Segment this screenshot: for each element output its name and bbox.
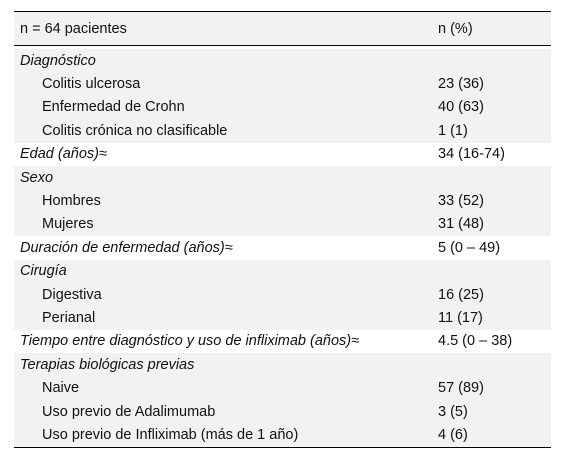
row-value: 33 (52): [438, 193, 484, 210]
row-value: 4 (6): [438, 426, 468, 443]
row-label: Enfermedad de Crohn: [42, 99, 185, 116]
row-label: Mujeres: [42, 216, 94, 233]
row-value: 16 (25): [438, 286, 484, 303]
table-row: [14, 143, 551, 166]
table-row: [14, 119, 551, 142]
row-label: Duración de enfermedad (años)≈: [20, 239, 233, 256]
table-row: [14, 330, 551, 353]
header-n-percent: n (%): [438, 20, 473, 37]
table-row: [14, 236, 551, 259]
table-row: [14, 49, 551, 72]
header-patients: n = 64 pacientes: [20, 20, 127, 37]
table-row: [14, 353, 551, 376]
table-row: [14, 213, 551, 236]
row-label: Tiempo entre diagnóstico y uso de infliximab (años)≈: [20, 333, 360, 350]
row-label: Cirugía: [20, 263, 67, 280]
table-row: [14, 400, 551, 423]
row-label: Colitis crónica no clasificable: [42, 122, 228, 139]
table-row: [14, 96, 551, 119]
table-row: [14, 166, 551, 189]
row-value: 4.5 (0 – 38): [438, 333, 513, 350]
table-row: [14, 423, 551, 446]
row-label: Uso previo de Infliximab (más de 1 año): [42, 426, 299, 443]
row-label: Uso previo de Adalimumab: [42, 403, 216, 420]
row-label: Naive: [42, 380, 80, 397]
row-value: 5 (0 – 49): [438, 239, 501, 256]
row-label: Edad (años)≈: [20, 146, 107, 163]
row-label: Hombres: [42, 193, 101, 210]
row-value: 3 (5): [438, 403, 468, 420]
row-value: 40 (63): [438, 99, 484, 116]
row-label: Colitis ulcerosa: [42, 76, 141, 93]
table-body: [14, 46, 551, 448]
row-label: Perianal: [42, 309, 96, 326]
table-row: [14, 283, 551, 306]
row-label: Digestiva: [42, 286, 102, 303]
row-value: 31 (48): [438, 216, 484, 233]
row-value: 23 (36): [438, 76, 484, 93]
table-row: [14, 189, 551, 212]
row-label: Terapias biológicas previas: [20, 356, 195, 373]
row-value: 11 (17): [438, 309, 483, 326]
table-row: [14, 376, 551, 399]
row-value: 57 (89): [438, 380, 484, 397]
table-header: [14, 11, 551, 46]
row-value: 1 (1): [438, 122, 468, 139]
row-label: Sexo: [20, 169, 54, 186]
table-row: [14, 260, 551, 283]
row-value: 34 (16-74): [438, 146, 505, 163]
patient-characteristics-table: [14, 11, 551, 448]
row-label: Diagnóstico: [20, 52, 96, 69]
table-row: [14, 72, 551, 95]
table-row: [14, 306, 551, 329]
